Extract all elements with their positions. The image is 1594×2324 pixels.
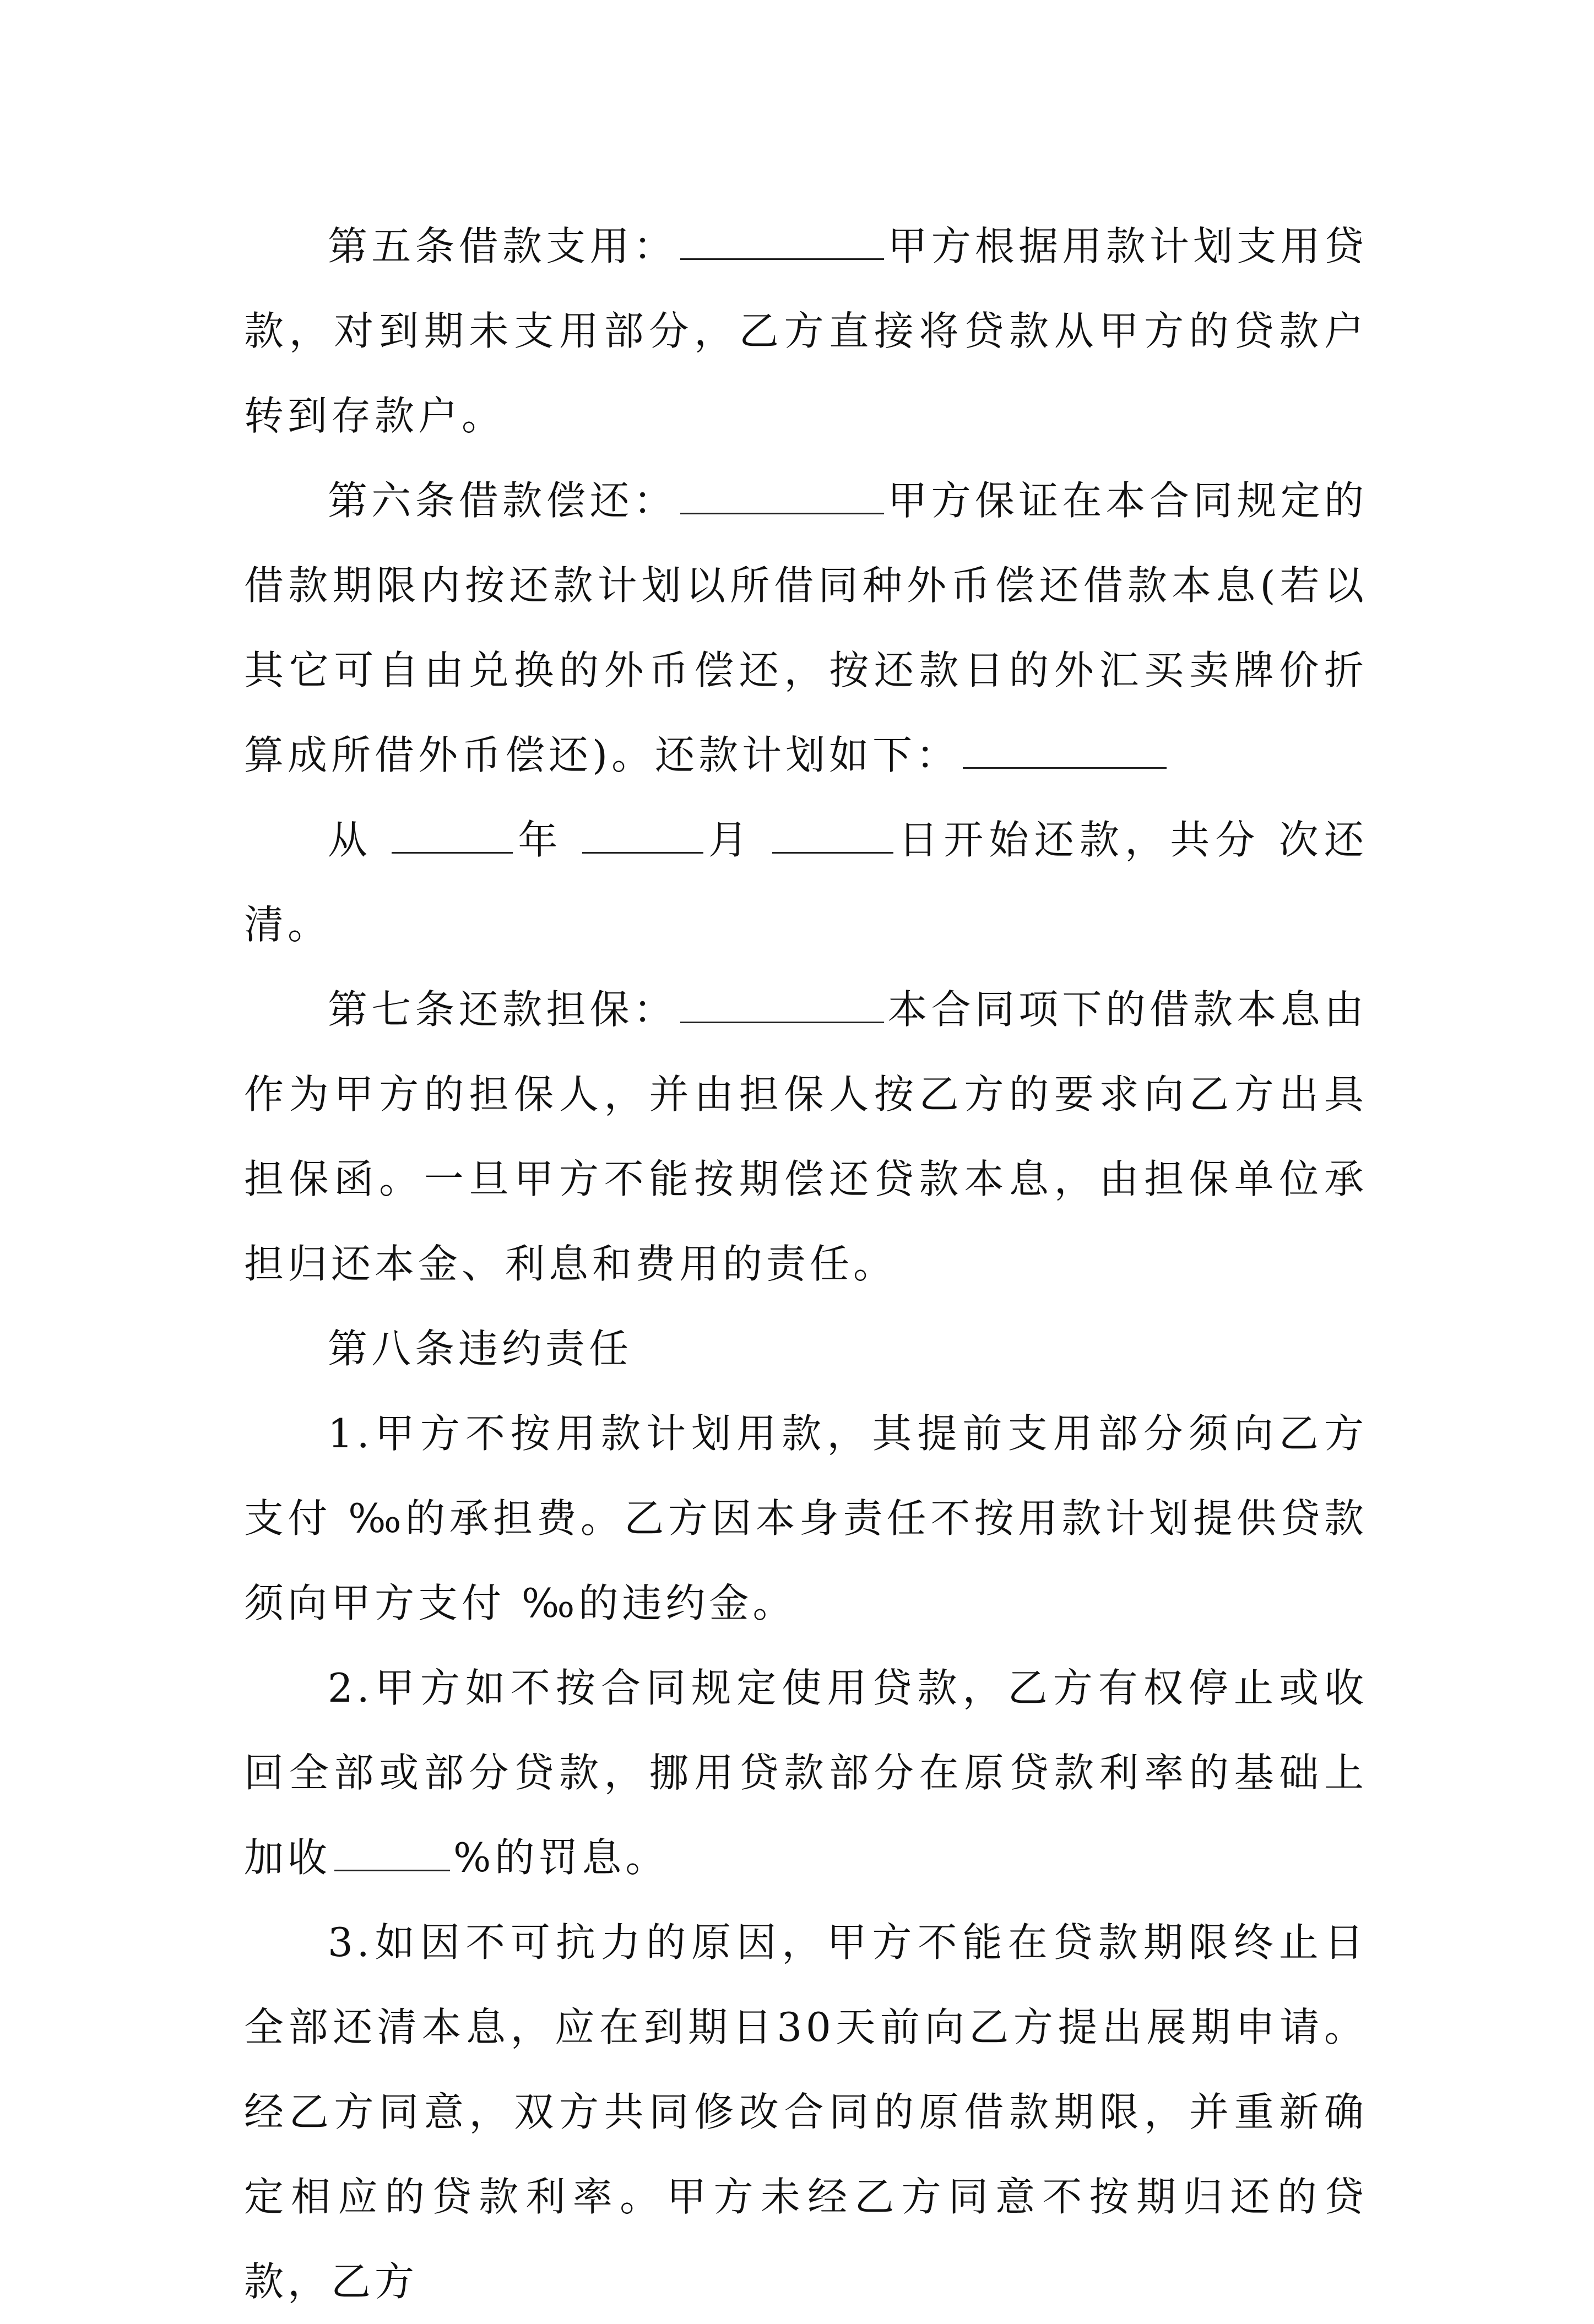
article-7-text: 本合同项下的借款本息由作为甲方的担保人，并由担保人按乙方的要求向乙方出具担保函。一旦甲方不能按期偿还贷款本息，由担保单位承担归还本金、利息和费用的责任。 bbox=[244, 986, 1368, 1287]
article-8-item-1 bbox=[244, 1391, 1368, 1646]
article-6 bbox=[244, 458, 1368, 797]
article-6-text: 甲方保证在本合同规定的借款期限内按还款计划以所借同种外币偿还借款本息(若以其它可自由兑换的外币偿还，按还款日的外汇买卖牌价折算成所借外币偿还)。还款计划如下： bbox=[244, 477, 1368, 778]
article-7-title: 第七条还款担保： bbox=[328, 986, 677, 1033]
article-6-title: 第六条借款偿还： bbox=[328, 477, 677, 524]
repayment-schedule bbox=[244, 797, 1368, 967]
penalty-rate-blank bbox=[334, 1838, 450, 1871]
day-blank bbox=[772, 820, 893, 854]
article-8-title: 第八条违约责任 bbox=[328, 1326, 633, 1372]
schedule-year: 年 bbox=[516, 817, 563, 863]
schedule-month: 月 bbox=[706, 817, 753, 863]
schedule-from: 从 bbox=[328, 817, 373, 863]
article-7-blank bbox=[680, 990, 884, 1023]
article-6-blank bbox=[680, 481, 884, 514]
item-1-part-c: ‰的违约金。 bbox=[521, 1580, 796, 1626]
repayment-plan-blank bbox=[963, 735, 1167, 769]
article-8-item-3: 3.如因不可抗力的原因，甲方不能在贷款期限终止日全部还清本息，应在到期日30天前向乙方提出展期申请。经乙方同意，双方共同修改合同的原借款期限，并重新确定相应的贷款利率。甲方未经乙方同意不按期归还的贷款，乙方 bbox=[244, 1919, 1368, 2305]
article-8-item-2 bbox=[244, 1646, 1368, 1900]
item-1-part-a: 1.甲方不按用款计划用款，其提前支用部分须向乙方支付 bbox=[244, 1410, 1368, 1541]
month-blank bbox=[582, 820, 703, 854]
article-5 bbox=[244, 204, 1368, 458]
schedule-times-end: 次还清。 bbox=[244, 817, 1368, 948]
year-blank bbox=[392, 820, 513, 854]
schedule-day-start: 日开始还款，共分 bbox=[896, 817, 1261, 863]
article-5-title: 第五条借款支用： bbox=[328, 223, 677, 269]
item-2-part-a: 2.甲方如不按合同规定使用贷款，乙方有权停止或收回全部或部分贷款，挪用贷款部分在原贷款利率的基础上加收 bbox=[244, 1665, 1368, 1881]
item-1-part-b: ‰的承担费。乙方因本身责任不按用款计划提供贷款须向甲方支付 bbox=[244, 1495, 1368, 1626]
article-7 bbox=[244, 967, 1368, 1306]
article-5-blank bbox=[680, 226, 884, 260]
document-body bbox=[244, 204, 1368, 2324]
item-2-part-b: %的罚息。 bbox=[453, 1834, 669, 1881]
article-5-text: 甲方根据用款计划支用贷款，对到期未支用部分，乙方直接将贷款从甲方的贷款户转到存款户。 bbox=[244, 223, 1368, 439]
